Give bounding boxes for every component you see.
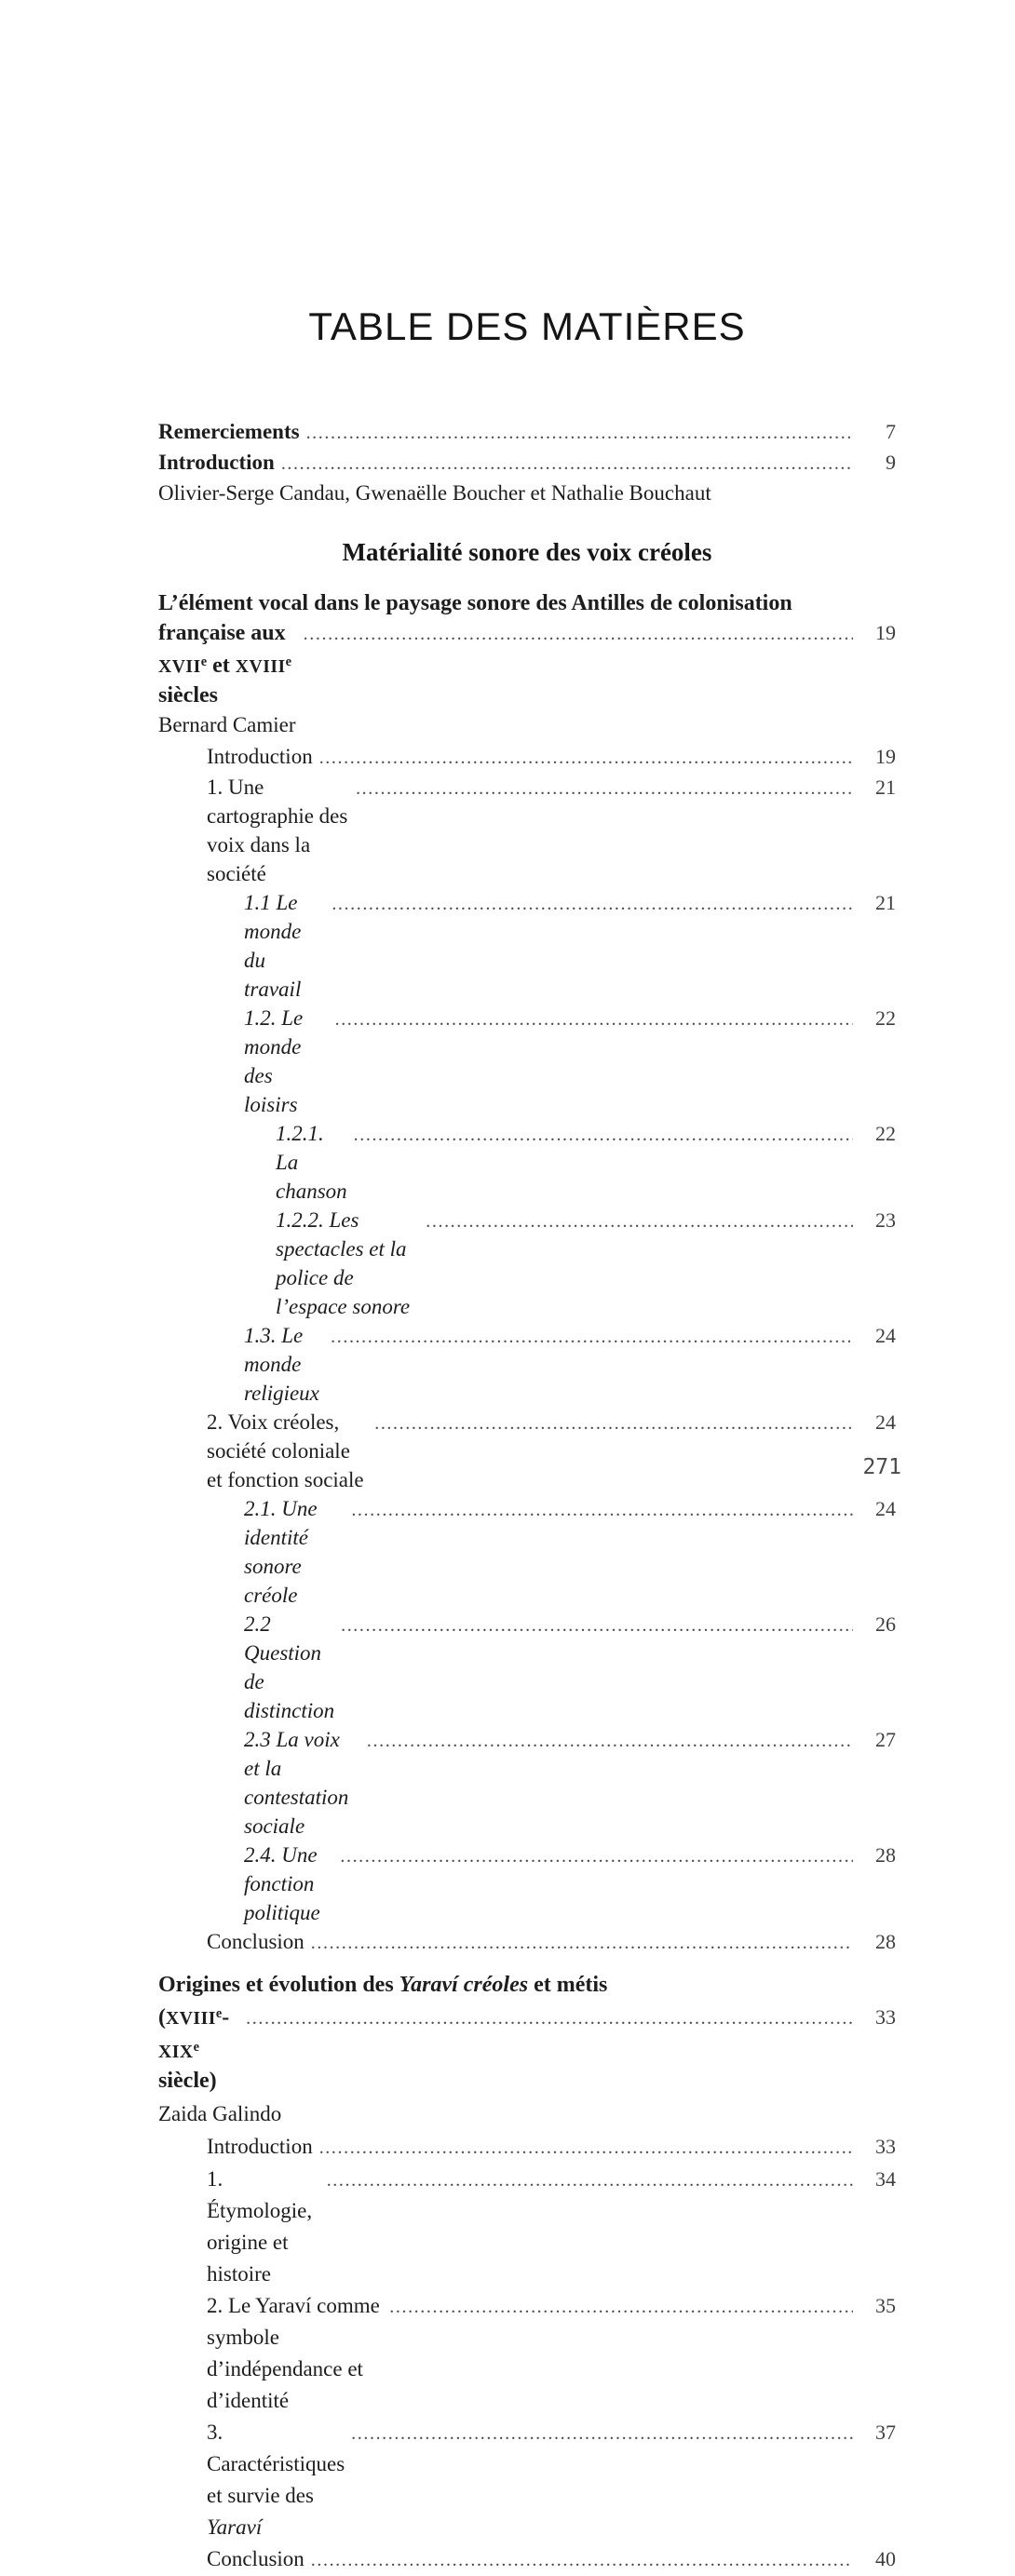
label-part: 1.2.1. La chanson (276, 1122, 347, 1204)
front-matter-entries (158, 417, 896, 507)
page-number: 271 (862, 1455, 901, 1479)
toc-page-number: 19 (875, 745, 896, 769)
toc-entry-label (244, 1725, 360, 1841)
toc-entry-label (158, 2099, 281, 2128)
toc-entry-label (158, 589, 792, 618)
toc-entry (158, 1725, 896, 1841)
dotted-leader (340, 1841, 853, 1871)
superscript: e (215, 2006, 223, 2022)
toc-page-number: 21 (875, 891, 896, 915)
dotted-leader (332, 888, 853, 919)
toc-page-number: 22 (875, 1006, 896, 1031)
label-part: 1.3. Le monde religieux (244, 1324, 319, 1406)
toc-entry (158, 2417, 896, 2543)
toc-entry (158, 773, 896, 888)
label-part: Olivier-Serge Candau, Gwenaëlle Boucher et Nathalie Bouchaut (158, 481, 711, 505)
label-part: - (222, 2005, 230, 2030)
toc-entry (158, 1004, 896, 1119)
label-part: Introduction (207, 2135, 313, 2159)
dotted-leader (356, 773, 853, 803)
toc-entry (158, 1119, 896, 1206)
chapter-entries (158, 589, 896, 2576)
label-part: Conclusion (207, 2547, 304, 2571)
toc-entry (158, 1321, 896, 1408)
superscript: e (200, 654, 208, 670)
dotted-leader (281, 448, 853, 479)
label-part: Yaraví (207, 2515, 263, 2540)
toc-page-number: 24 (875, 1324, 896, 1348)
label-part: ( (158, 2005, 166, 2030)
superscript: e (285, 654, 292, 670)
toc-entry (158, 2164, 896, 2290)
dotted-leader (335, 1004, 853, 1034)
label-part: 1.1 Le monde du travail (244, 891, 302, 1002)
toc-entry-label (158, 710, 296, 739)
toc-page-number: 28 (875, 1930, 896, 1954)
toc-entry-label (207, 1927, 304, 1956)
label-part: 3. Caractéristiques et survie des (207, 2421, 345, 2508)
part-heading: Matérialité sonore des voix créoles (342, 538, 712, 566)
label-part: 2.3 La voix et la contestation sociale (244, 1728, 349, 1839)
page-title: TABLE DES MATIÈRES (308, 304, 746, 348)
toc-page-number: 33 (875, 2135, 896, 2159)
dotted-leader (311, 1927, 853, 1958)
dotted-leader (306, 417, 853, 448)
toc-entry (158, 2543, 896, 2576)
label-part: 1.2. Le monde des loisirs (244, 1006, 304, 1117)
toc-entry-label (158, 619, 297, 710)
label-part: 1. Étymologie, origine et histoire (207, 2167, 313, 2286)
toc-entry-label (207, 2290, 383, 2417)
chapter-toc-rows (158, 2131, 896, 2576)
toc-page-number: 28 (875, 1843, 896, 1868)
toc-page-number: 40 (875, 2547, 896, 2571)
toc-entry (158, 1408, 896, 1494)
chapter-title-line (158, 1971, 896, 2000)
roman-numeral: XIX (158, 2042, 194, 2063)
label-part: 2.2 Question de distinction (244, 1612, 335, 1723)
toc-entry (158, 2290, 896, 2417)
dotted-leader (354, 1119, 853, 1150)
dotted-leader (327, 2164, 853, 2196)
toc-page-number: 34 (875, 2167, 896, 2192)
toc-entry (158, 888, 896, 1004)
toc-entry (158, 1206, 896, 1321)
toc-page-number: 23 (875, 1208, 896, 1233)
table-of-contents (158, 0, 896, 2576)
toc-entry-label (244, 1841, 333, 1927)
toc-page-number: 37 (875, 2421, 896, 2445)
label-part: et métis (528, 1973, 608, 1998)
toc-page-number: 9 (886, 451, 896, 474)
toc-page-number: 7 (886, 420, 896, 443)
dotted-leader (304, 619, 853, 649)
label-part: L’élément vocal dans le paysage sonore des Antilles de colonisation (158, 591, 792, 616)
dotted-leader (341, 1610, 853, 1640)
toc-entry-label (207, 2543, 304, 2575)
roman-numeral: XVIII (235, 656, 286, 678)
chapter-title-line (158, 618, 896, 710)
toc-entry-label (207, 1408, 368, 1494)
dotted-leader (246, 2003, 853, 2033)
toc-entry-label (207, 742, 313, 771)
label-part: Introduction (158, 451, 275, 474)
toc-entry-label (207, 2417, 345, 2543)
toc-entry-label (207, 773, 349, 888)
dotted-leader (426, 1206, 853, 1236)
dotted-leader (351, 1494, 853, 1525)
label-part: siècle) (158, 2069, 217, 2094)
dotted-leader (374, 1408, 853, 1438)
toc-entry-label (158, 448, 275, 477)
toc-entry-label (244, 1610, 334, 1725)
toc-page-number: 33 (875, 2005, 896, 2030)
chapter-2 (158, 1971, 896, 2576)
label-part: Zaida Galindo (158, 2102, 282, 2126)
label-part: 2. Voix créoles, société coloniale et fonction sociale (207, 1410, 364, 1492)
toc-page-number: 21 (875, 775, 896, 800)
chapter-title-line (158, 2000, 896, 2096)
dotted-leader (389, 2290, 853, 2323)
toc-entry (158, 1927, 896, 1958)
toc-entry-label (244, 1321, 324, 1408)
label-part: 1.2.2. Les spectacles et la police de l’espace sonore (276, 1208, 411, 1319)
toc-page-number: 27 (875, 1728, 896, 1752)
dotted-leader (367, 1725, 853, 1756)
label-part: Bernard Camier (158, 713, 296, 737)
toc-entry-label (276, 1119, 347, 1206)
dotted-leader (311, 2543, 853, 2576)
toc-entry-label (276, 1206, 419, 1321)
toc-entry-label (158, 479, 711, 507)
label-part: et (207, 654, 236, 679)
label-part: 2.1. Une identité sonore créole (244, 1497, 318, 1608)
label-part: 1. Une cartographie des voix dans la société (207, 775, 348, 886)
toc-authors (158, 479, 896, 507)
toc-entry-label (158, 417, 300, 446)
toc-entry-label (244, 888, 325, 1004)
toc-page-number: 19 (875, 621, 896, 645)
roman-numeral: XVIII (166, 2008, 216, 2030)
toc-entry-label (207, 2131, 313, 2163)
toc-entry (158, 742, 896, 773)
chapter-1 (158, 589, 896, 1958)
toc-entry-label (244, 1494, 345, 1610)
toc-entry-label (158, 2000, 239, 2096)
toc-entry-label (244, 1004, 329, 1119)
superscript: e (193, 2040, 199, 2056)
toc-page-number: 22 (875, 1122, 896, 1146)
dotted-leader (331, 1321, 853, 1352)
toc-entry-label (158, 1971, 607, 2000)
label-part: Remerciements (158, 420, 300, 443)
toc-entry (158, 2131, 896, 2164)
toc-page-number: 24 (875, 1410, 896, 1435)
dotted-leader (351, 2417, 853, 2449)
label-part: Introduction (207, 745, 313, 769)
chapter-toc-rows (158, 742, 896, 1958)
label-part: 2.4. Une fonction politique (244, 1843, 320, 1925)
label-part: française aux (158, 621, 286, 646)
chapter-author (158, 710, 896, 739)
label-part: siècles (158, 683, 218, 708)
label-part: Yaraví créoles (399, 1973, 529, 1998)
toc-page-number: 24 (875, 1497, 896, 1521)
toc-page-number: 35 (875, 2294, 896, 2318)
label-part: Origines et évolution des (158, 1973, 399, 1998)
toc-entry (158, 448, 896, 479)
toc-entry (158, 1494, 896, 1610)
toc-entry-label (207, 2164, 320, 2290)
chapter-title-line (158, 589, 896, 618)
dotted-leader (319, 2131, 853, 2164)
toc-entry (158, 1610, 896, 1725)
label-part: Conclusion (207, 1930, 304, 1954)
roman-numeral: XVII (158, 656, 201, 678)
toc-page-number: 26 (875, 1612, 896, 1637)
label-part: 2. Le Yaraví comme symbole d’indépendance et d’identité (207, 2294, 380, 2413)
toc-entry (158, 417, 896, 448)
chapter-author (158, 2099, 896, 2128)
dotted-leader (319, 742, 853, 773)
toc-entry (158, 1841, 896, 1927)
